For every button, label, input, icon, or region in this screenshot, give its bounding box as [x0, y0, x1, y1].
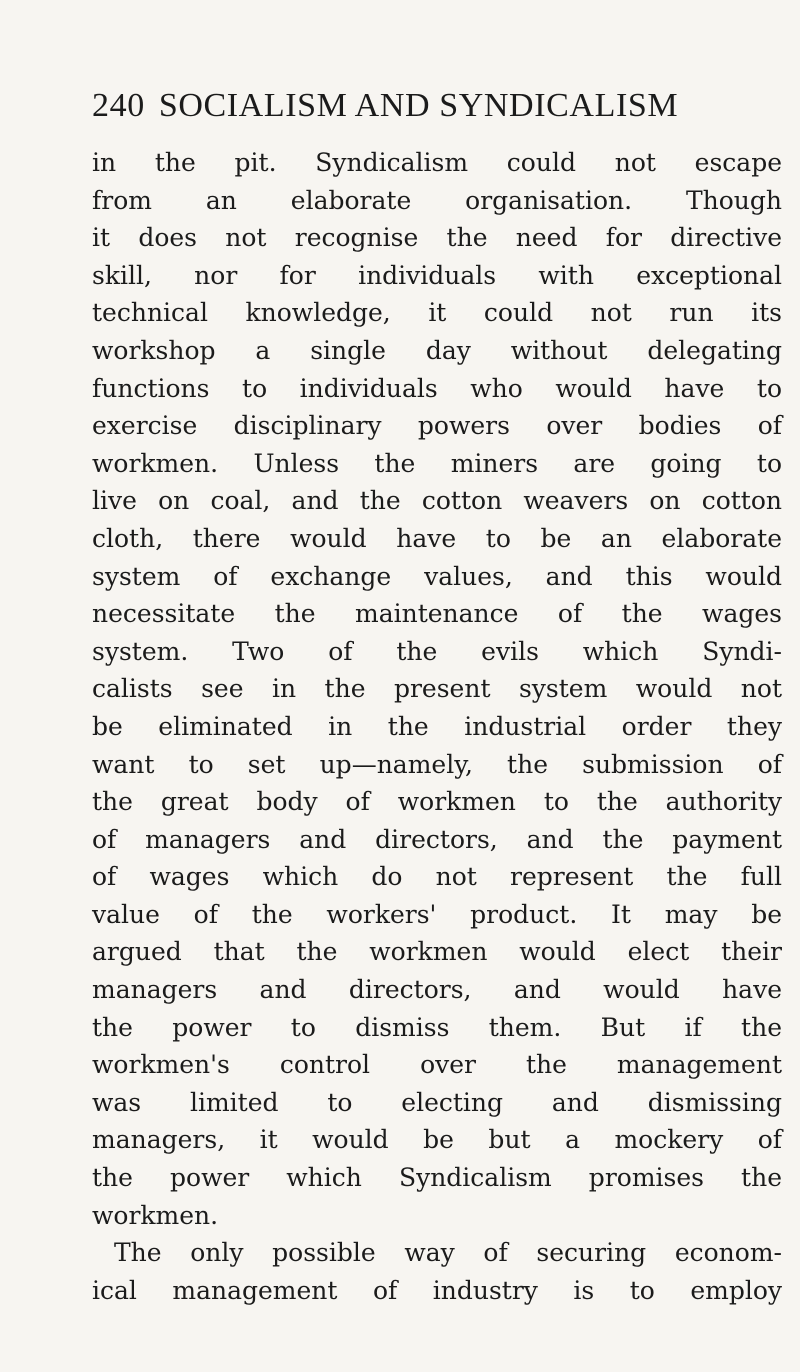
- text-line: skill, nor for individuals with exceptional: [92, 260, 782, 290]
- running-header: [92, 86, 732, 126]
- text-line: exercise disciplinary powers over bodies of: [92, 411, 782, 441]
- text-line: calists see in the present system would not: [92, 674, 782, 704]
- text-line: was limited to electing and dismissing: [92, 1087, 782, 1117]
- text-line: system. Two of the evils which Syndi-: [92, 636, 782, 666]
- text-line: workmen's control over the management: [92, 1050, 782, 1080]
- text-line: it does not recognise the need for directive: [92, 223, 782, 253]
- text-line: ical management of industry is to employ: [92, 1275, 782, 1305]
- text-line: in the pit. Syndicalism could not escape: [92, 148, 782, 177]
- body-text: [92, 144, 782, 1309]
- text-line: the power to dismiss them. But if the: [92, 1012, 782, 1042]
- text-line: live on coal, and the cotton weavers on cotton: [92, 486, 782, 516]
- paragraph-end-line: workmen.: [92, 1200, 219, 1230]
- paragraph-start-line: The only possible way of securing econom-: [114, 1238, 782, 1268]
- text-line: the great body of workmen to the authority: [92, 787, 782, 817]
- text-line: cloth, there would have to be an elaborate: [92, 523, 782, 553]
- text-line: workmen. Unless the miners are going to: [92, 448, 782, 478]
- text-line: the power which Syndicalism promises the: [92, 1163, 782, 1193]
- text-line: necessitate the maintenance of the wages: [92, 599, 782, 629]
- text-line: be eliminated in the industrial order they: [92, 711, 782, 741]
- running-title: SOCIALISM AND SYNDICALISM: [158, 87, 679, 124]
- text-line: from an elaborate organisation. Though: [92, 185, 782, 215]
- text-line: functions to individuals who would have to: [92, 373, 782, 403]
- text-line: argued that the workmen would elect their: [92, 937, 782, 967]
- page-number: 240: [92, 87, 145, 124]
- text-line: want to set up—namely, the submission of: [92, 749, 782, 779]
- text-line: workshop a single day without delegating: [92, 335, 782, 365]
- text-line: managers and directors, and would have: [92, 975, 782, 1005]
- text-line: system of exchange values, and this would: [92, 561, 782, 591]
- text-line: managers, it would be but a mockery of: [92, 1125, 782, 1155]
- text-line: of managers and directors, and the payment: [92, 824, 782, 854]
- text-line: of wages which do not represent the full: [92, 862, 782, 892]
- text-line: value of the workers' product. It may be: [92, 899, 782, 929]
- text-line: technical knowledge, it could not run its: [92, 298, 782, 328]
